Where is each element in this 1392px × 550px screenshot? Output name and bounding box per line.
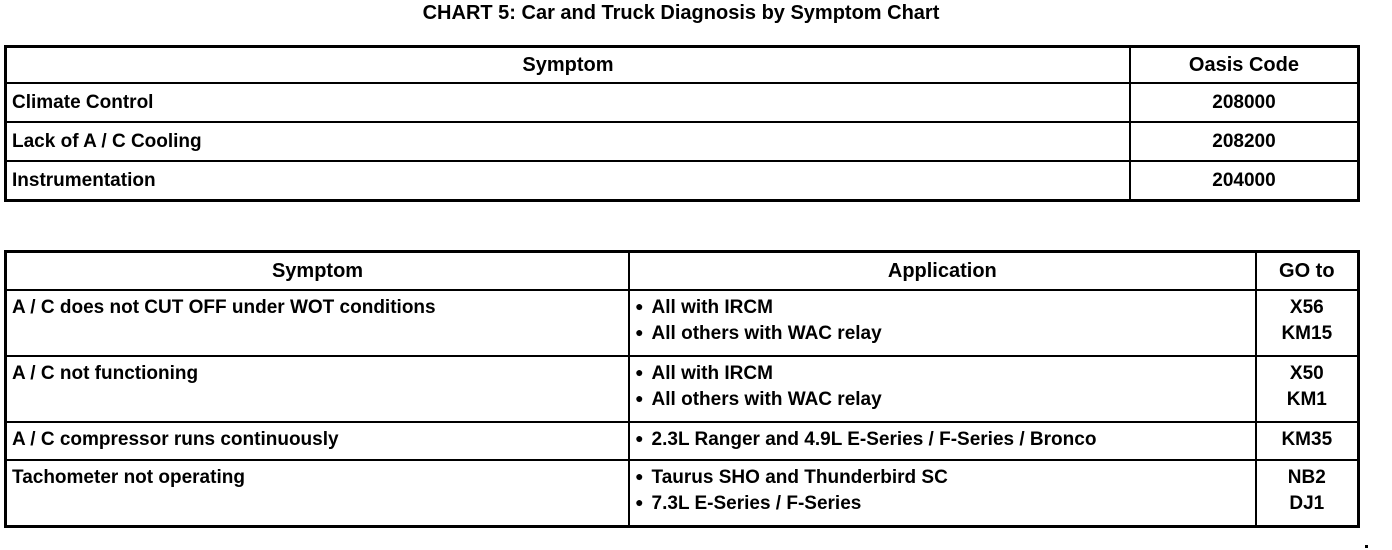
application-item: ● All with IRCM (635, 361, 1250, 387)
symptom-cell: A / C compressor runs continuously (6, 422, 630, 460)
symptom-application-table (4, 250, 1360, 528)
symptom-cell: Instrumentation (6, 161, 1130, 201)
goto-cell (1256, 422, 1359, 460)
application-item: ● All others with WAC relay (635, 321, 1250, 347)
table-row (6, 83, 1359, 122)
table-row (6, 356, 1359, 422)
goto-link[interactable]: NB2 (1287, 467, 1326, 488)
table-row (6, 161, 1359, 201)
goto-link[interactable]: KM15 (1281, 323, 1333, 344)
application-cell (629, 290, 1256, 356)
symptom-cell: A / C not functioning (6, 356, 630, 422)
table-header-row (6, 47, 1359, 84)
application-item: ● All with IRCM (635, 295, 1250, 321)
oasis-code-cell: 208200 (1130, 122, 1359, 161)
application-item: ● Taurus SHO and Thunderbird SC (635, 465, 1250, 491)
symptom-cell: Climate Control (6, 83, 1130, 122)
application-header: Application (629, 252, 1256, 291)
oasis-code-table (4, 45, 1360, 202)
symptom-cell: Lack of A / C Cooling (6, 122, 1130, 161)
goto-cell (1256, 356, 1359, 422)
scan-speck (1365, 545, 1368, 548)
goto-header: GO to (1256, 252, 1359, 291)
goto-link[interactable]: DJ1 (1289, 493, 1325, 514)
table-row (6, 422, 1359, 460)
symptom-cell: A / C does not CUT OFF under WOT conditions (6, 290, 630, 356)
application-item: ● All others with WAC relay (635, 387, 1250, 413)
oasis-code-header: Oasis Code (1130, 47, 1359, 84)
symptom-header: Symptom (6, 47, 1130, 84)
oasis-code-cell: 208000 (1130, 83, 1359, 122)
table-row (6, 122, 1359, 161)
symptom-header: Symptom (6, 252, 630, 291)
application-cell (629, 356, 1256, 422)
symptom-cell: Tachometer not operating (6, 460, 630, 527)
table-row (6, 290, 1359, 356)
goto-link[interactable]: X50 (1289, 363, 1324, 384)
goto-cell (1256, 460, 1359, 527)
goto-link[interactable]: KM1 (1286, 389, 1327, 410)
goto-link[interactable]: KM35 (1281, 429, 1333, 450)
application-item: ● 2.3L Ranger and 4.9L E-Series / F-Series / Bronco (635, 427, 1250, 453)
chart-title: CHART 5: Car and Truck Diagnosis by Symptom Chart (422, 2, 940, 24)
table-row (6, 460, 1359, 527)
table-header-row (6, 252, 1359, 291)
oasis-code-cell: 204000 (1130, 161, 1359, 201)
application-cell (629, 460, 1256, 527)
application-item: ● 7.3L E-Series / F-Series (635, 491, 1250, 517)
goto-link[interactable]: X56 (1289, 297, 1324, 318)
goto-cell (1256, 290, 1359, 356)
application-cell (629, 422, 1256, 460)
